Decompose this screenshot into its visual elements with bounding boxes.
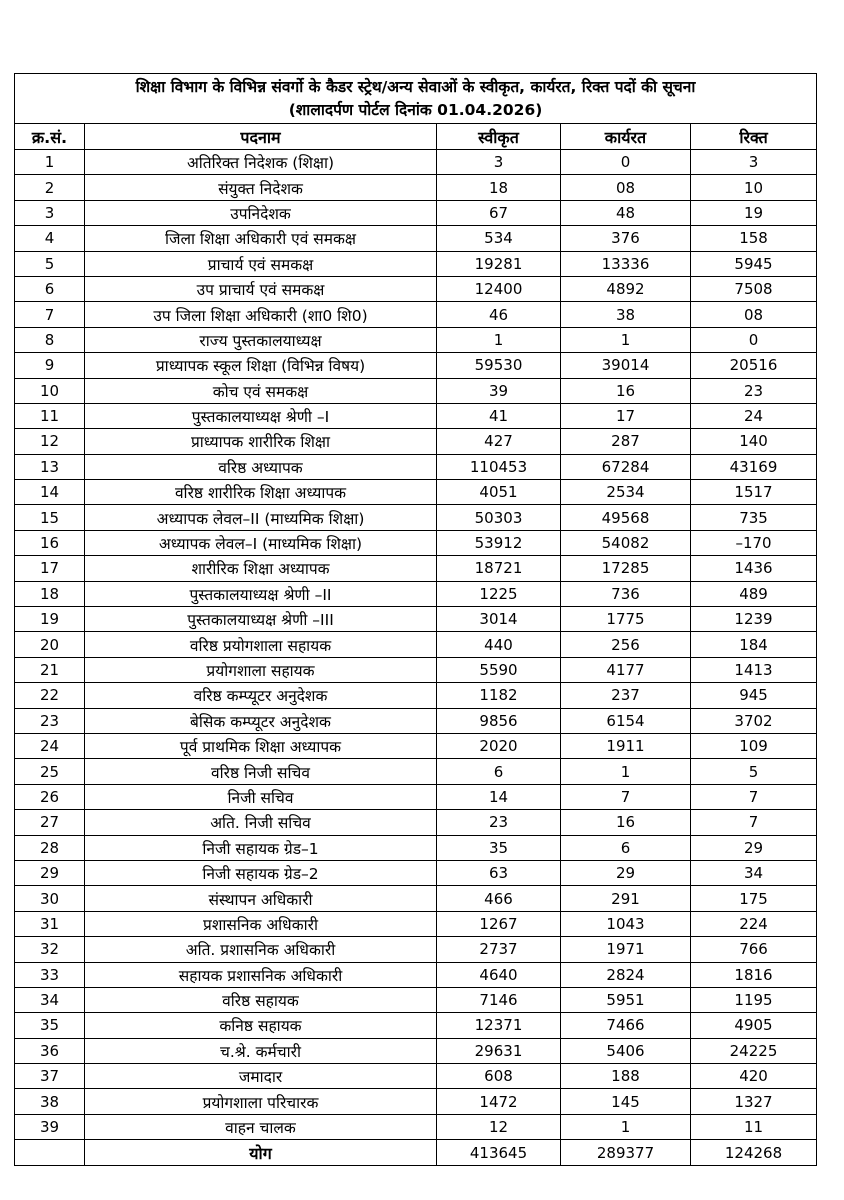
cell-sanctioned: 46 <box>437 302 561 327</box>
header-working: कार्यरत <box>561 124 691 150</box>
cell-sanctioned: 534 <box>437 226 561 251</box>
cell-post-name: वरिष्ठ प्रयोगशाला सहायक <box>85 632 437 657</box>
cell-vacant: 7 <box>691 784 817 809</box>
cell-sno: 25 <box>15 759 85 784</box>
cell-working: 376 <box>561 226 691 251</box>
table-row <box>15 302 817 327</box>
header-sno: क्र.सं. <box>15 124 85 150</box>
cell-vacant: 24 <box>691 403 817 428</box>
cell-sno: 2 <box>15 175 85 200</box>
table-row <box>15 429 817 454</box>
cell-vacant: 5945 <box>691 251 817 276</box>
cell-post-name: कनिष्ठ सहायक <box>85 1013 437 1038</box>
table-row <box>15 556 817 581</box>
table-row <box>15 937 817 962</box>
header-sanctioned: स्वीकृत <box>437 124 561 150</box>
cell-post-name: राज्य पुस्तकालयाध्यक्ष <box>85 327 437 352</box>
cell-working: 6154 <box>561 708 691 733</box>
cell-post-name: संयुक्त निदेशक <box>85 175 437 200</box>
cell-vacant: 140 <box>691 429 817 454</box>
cell-sanctioned: 39 <box>437 378 561 403</box>
table-row <box>15 1013 817 1038</box>
cell-vacant: 10 <box>691 175 817 200</box>
cell-working: 4892 <box>561 276 691 301</box>
cell-sanctioned: 1182 <box>437 683 561 708</box>
cell-working: 1971 <box>561 937 691 962</box>
cell-post-name: प्रयोगशाला परिचारक <box>85 1089 437 1114</box>
cell-vacant: 109 <box>691 733 817 758</box>
cell-working: 38 <box>561 302 691 327</box>
cell-sno: 18 <box>15 581 85 606</box>
cell-vacant: 24225 <box>691 1038 817 1063</box>
cell-vacant: –170 <box>691 530 817 555</box>
total-row <box>15 1140 817 1166</box>
cell-sno: 11 <box>15 403 85 428</box>
table-row <box>15 480 817 505</box>
cell-vacant: 08 <box>691 302 817 327</box>
cell-post-name: सहायक प्रशासनिक अधिकारी <box>85 962 437 987</box>
cell-vacant: 3 <box>691 150 817 175</box>
table-row <box>15 1114 817 1139</box>
total-vacant: 124268 <box>691 1140 817 1166</box>
cell-vacant: 735 <box>691 505 817 530</box>
cell-vacant: 7 <box>691 810 817 835</box>
cell-sanctioned: 63 <box>437 860 561 885</box>
cell-working: 08 <box>561 175 691 200</box>
table-row <box>15 683 817 708</box>
cell-post-name: जिला शिक्षा अधिकारी एवं समकक्ष <box>85 226 437 251</box>
cell-sno: 28 <box>15 835 85 860</box>
cell-sno: 15 <box>15 505 85 530</box>
cell-working: 736 <box>561 581 691 606</box>
cell-working: 1 <box>561 1114 691 1139</box>
cell-post-name: वरिष्ठ कम्प्यूटर अनुदेशक <box>85 683 437 708</box>
cell-post-name: च.श्रे. कर्मचारी <box>85 1038 437 1063</box>
cell-working: 48 <box>561 200 691 225</box>
total-sanctioned: 413645 <box>437 1140 561 1166</box>
table-row <box>15 911 817 936</box>
cell-sanctioned: 18721 <box>437 556 561 581</box>
cell-working: 39014 <box>561 353 691 378</box>
cell-sno: 37 <box>15 1064 85 1089</box>
cell-sanctioned: 4640 <box>437 962 561 987</box>
table-row <box>15 505 817 530</box>
cell-sanctioned: 2020 <box>437 733 561 758</box>
cell-post-name: संस्थापन अधिकारी <box>85 886 437 911</box>
cell-vacant: 23 <box>691 378 817 403</box>
cell-sanctioned: 19281 <box>437 251 561 276</box>
cell-post-name: अध्यापक लेवल–I (माध्यमिक शिक्षा) <box>85 530 437 555</box>
cell-post-name: अति. निजी सचिव <box>85 810 437 835</box>
cell-working: 1775 <box>561 607 691 632</box>
table-row <box>15 226 817 251</box>
table-row <box>15 657 817 682</box>
cell-sno: 13 <box>15 454 85 479</box>
cell-sanctioned: 1 <box>437 327 561 352</box>
cell-sno: 31 <box>15 911 85 936</box>
cell-sanctioned: 1267 <box>437 911 561 936</box>
cell-working: 237 <box>561 683 691 708</box>
cell-sanctioned: 23 <box>437 810 561 835</box>
cell-vacant: 20516 <box>691 353 817 378</box>
header-vacant: रिक्त <box>691 124 817 150</box>
cell-sanctioned: 18 <box>437 175 561 200</box>
cell-vacant: 420 <box>691 1064 817 1089</box>
cell-sno: 21 <box>15 657 85 682</box>
cell-sanctioned: 5590 <box>437 657 561 682</box>
cell-post-name: निजी सहायक ग्रेड–1 <box>85 835 437 860</box>
title-line-2: (शालादर्पण पोर्टल दिनांक 01.04.2026) <box>288 100 543 119</box>
cell-working: 7 <box>561 784 691 809</box>
cell-working: 16 <box>561 378 691 403</box>
cell-vacant: 4905 <box>691 1013 817 1038</box>
table-row <box>15 987 817 1012</box>
table-row <box>15 835 817 860</box>
table-row <box>15 251 817 276</box>
cell-vacant: 766 <box>691 937 817 962</box>
total-label: योग <box>85 1140 437 1166</box>
cell-sanctioned: 14 <box>437 784 561 809</box>
cell-post-name: उप जिला शिक्षा अधिकारी (शा0 शि0) <box>85 302 437 327</box>
cell-post-name: उप प्राचार्य एवं समकक्ष <box>85 276 437 301</box>
cell-sno: 32 <box>15 937 85 962</box>
cell-working: 5951 <box>561 987 691 1012</box>
column-headers <box>15 124 817 150</box>
cell-working: 13336 <box>561 251 691 276</box>
table-row <box>15 1089 817 1114</box>
title-line-1: शिक्षा विभाग के विभिन्न संवर्गो के कैडर स्ट्रेथ/अन्य सेवाओं के स्वीकृत, कार्यरत, रिक्त पदों की सूचना <box>135 77 696 96</box>
cell-vacant: 19 <box>691 200 817 225</box>
table-row <box>15 378 817 403</box>
cell-post-name: उपनिदेशक <box>85 200 437 225</box>
cell-sno: 16 <box>15 530 85 555</box>
cell-vacant: 34 <box>691 860 817 885</box>
table-row <box>15 860 817 885</box>
table-row <box>15 784 817 809</box>
table-row <box>15 733 817 758</box>
table-row <box>15 403 817 428</box>
cell-post-name: वरिष्ठ शारीरिक शिक्षा अध्यापक <box>85 480 437 505</box>
cell-working: 2534 <box>561 480 691 505</box>
cell-sno: 34 <box>15 987 85 1012</box>
table-title <box>15 74 817 124</box>
table-row <box>15 353 817 378</box>
cell-post-name: प्राचार्य एवं समकक्ष <box>85 251 437 276</box>
cell-vacant: 0 <box>691 327 817 352</box>
cell-vacant: 489 <box>691 581 817 606</box>
table-row <box>15 607 817 632</box>
cell-working: 5406 <box>561 1038 691 1063</box>
cell-working: 0 <box>561 150 691 175</box>
table-row <box>15 886 817 911</box>
cell-sno: 8 <box>15 327 85 352</box>
cell-sanctioned: 7146 <box>437 987 561 1012</box>
cell-sno: 9 <box>15 353 85 378</box>
cadre-table <box>14 73 817 1166</box>
table-row <box>15 759 817 784</box>
cell-working: 291 <box>561 886 691 911</box>
cell-sno: 10 <box>15 378 85 403</box>
cell-sanctioned: 4051 <box>437 480 561 505</box>
total-section <box>15 1140 817 1166</box>
title-cell <box>15 74 817 124</box>
cell-sno: 5 <box>15 251 85 276</box>
cell-vacant: 1436 <box>691 556 817 581</box>
cell-post-name: शारीरिक शिक्षा अध्यापक <box>85 556 437 581</box>
cell-sno: 36 <box>15 1038 85 1063</box>
table-row <box>15 175 817 200</box>
table-row <box>15 1038 817 1063</box>
total-sno-cell <box>15 1140 85 1166</box>
cell-sanctioned: 440 <box>437 632 561 657</box>
cell-sanctioned: 53912 <box>437 530 561 555</box>
cell-vacant: 1413 <box>691 657 817 682</box>
cell-working: 1911 <box>561 733 691 758</box>
table-row <box>15 581 817 606</box>
cell-vacant: 158 <box>691 226 817 251</box>
cell-post-name: वरिष्ठ सहायक <box>85 987 437 1012</box>
cell-sanctioned: 1225 <box>437 581 561 606</box>
cell-post-name: वरिष्ठ निजी सचिव <box>85 759 437 784</box>
cell-sno: 1 <box>15 150 85 175</box>
cell-sno: 38 <box>15 1089 85 1114</box>
cell-post-name: पुस्तकालयाध्यक्ष श्रेणी –II <box>85 581 437 606</box>
cell-sanctioned: 1472 <box>437 1089 561 1114</box>
cell-vacant: 945 <box>691 683 817 708</box>
cell-sno: 30 <box>15 886 85 911</box>
cell-post-name: बेसिक कम्प्यूटर अनुदेशक <box>85 708 437 733</box>
cell-vacant: 1327 <box>691 1089 817 1114</box>
cadre-strength-document <box>14 73 816 1166</box>
cell-sno: 19 <box>15 607 85 632</box>
cell-post-name: पूर्व प्राथमिक शिक्षा अध्यापक <box>85 733 437 758</box>
cell-post-name: वाहन चालक <box>85 1114 437 1139</box>
cell-post-name: वरिष्ठ अध्यापक <box>85 454 437 479</box>
cell-sanctioned: 41 <box>437 403 561 428</box>
cell-vacant: 1816 <box>691 962 817 987</box>
cell-working: 54082 <box>561 530 691 555</box>
cell-vacant: 3702 <box>691 708 817 733</box>
cell-vacant: 29 <box>691 835 817 860</box>
cell-post-name: पुस्तकालयाध्यक्ष श्रेणी –III <box>85 607 437 632</box>
cell-post-name: पुस्तकालयाध्यक्ष श्रेणी –I <box>85 403 437 428</box>
cell-working: 17285 <box>561 556 691 581</box>
cell-post-name: जमादार <box>85 1064 437 1089</box>
cell-post-name: निजी सचिव <box>85 784 437 809</box>
table-row <box>15 327 817 352</box>
cell-sanctioned: 9856 <box>437 708 561 733</box>
cell-post-name: प्राध्यापक स्कूल शिक्षा (विभिन्न विषय) <box>85 353 437 378</box>
table-row <box>15 1064 817 1089</box>
cell-sno: 26 <box>15 784 85 809</box>
cell-working: 49568 <box>561 505 691 530</box>
cell-sanctioned: 67 <box>437 200 561 225</box>
cell-sno: 7 <box>15 302 85 327</box>
cell-vacant: 5 <box>691 759 817 784</box>
cell-working: 145 <box>561 1089 691 1114</box>
cell-sno: 24 <box>15 733 85 758</box>
cell-sanctioned: 3 <box>437 150 561 175</box>
cell-working: 1 <box>561 327 691 352</box>
cell-sanctioned: 2737 <box>437 937 561 962</box>
cell-sanctioned: 427 <box>437 429 561 454</box>
cell-post-name: प्रयोगशाला सहायक <box>85 657 437 682</box>
table-row <box>15 150 817 175</box>
cell-vacant: 175 <box>691 886 817 911</box>
cell-sno: 4 <box>15 226 85 251</box>
cell-sanctioned: 29631 <box>437 1038 561 1063</box>
table-row <box>15 276 817 301</box>
cell-sanctioned: 3014 <box>437 607 561 632</box>
cell-post-name: अतिरिक्त निदेशक (शिक्षा) <box>85 150 437 175</box>
cell-working: 287 <box>561 429 691 454</box>
cell-sno: 39 <box>15 1114 85 1139</box>
cell-sanctioned: 466 <box>437 886 561 911</box>
cell-sanctioned: 12 <box>437 1114 561 1139</box>
cell-post-name: प्रशासनिक अधिकारी <box>85 911 437 936</box>
cell-working: 7466 <box>561 1013 691 1038</box>
cell-working: 29 <box>561 860 691 885</box>
cell-post-name: निजी सहायक ग्रेड–2 <box>85 860 437 885</box>
table-row <box>15 200 817 225</box>
table-row <box>15 962 817 987</box>
table-row <box>15 632 817 657</box>
cell-sno: 17 <box>15 556 85 581</box>
cell-working: 4177 <box>561 657 691 682</box>
cell-sanctioned: 12400 <box>437 276 561 301</box>
cell-vacant: 1195 <box>691 987 817 1012</box>
cell-sno: 33 <box>15 962 85 987</box>
cell-post-name: प्राध्यापक शारीरिक शिक्षा <box>85 429 437 454</box>
cell-working: 1043 <box>561 911 691 936</box>
cell-sanctioned: 6 <box>437 759 561 784</box>
cell-sanctioned: 12371 <box>437 1013 561 1038</box>
cell-sno: 22 <box>15 683 85 708</box>
cell-post-name: कोच एवं समकक्ष <box>85 378 437 403</box>
cell-working: 256 <box>561 632 691 657</box>
cell-sno: 35 <box>15 1013 85 1038</box>
cell-sanctioned: 35 <box>437 835 561 860</box>
cell-post-name: अति. प्रशासनिक अधिकारी <box>85 937 437 962</box>
cell-working: 1 <box>561 759 691 784</box>
table-body <box>15 150 817 1140</box>
table-row <box>15 530 817 555</box>
total-working: 289377 <box>561 1140 691 1166</box>
cell-working: 188 <box>561 1064 691 1089</box>
cell-working: 2824 <box>561 962 691 987</box>
cell-vacant: 184 <box>691 632 817 657</box>
cell-sanctioned: 608 <box>437 1064 561 1089</box>
cell-sno: 29 <box>15 860 85 885</box>
table-row <box>15 708 817 733</box>
cell-working: 67284 <box>561 454 691 479</box>
cell-working: 16 <box>561 810 691 835</box>
cell-vacant: 43169 <box>691 454 817 479</box>
cell-working: 17 <box>561 403 691 428</box>
cell-sanctioned: 110453 <box>437 454 561 479</box>
cell-vacant: 7508 <box>691 276 817 301</box>
cell-post-name: अध्यापक लेवल–II (माध्यमिक शिक्षा) <box>85 505 437 530</box>
table-row <box>15 454 817 479</box>
cell-sno: 20 <box>15 632 85 657</box>
cell-vacant: 11 <box>691 1114 817 1139</box>
cell-sno: 14 <box>15 480 85 505</box>
cell-sno: 27 <box>15 810 85 835</box>
cell-vacant: 224 <box>691 911 817 936</box>
table-row <box>15 810 817 835</box>
cell-vacant: 1239 <box>691 607 817 632</box>
cell-vacant: 1517 <box>691 480 817 505</box>
cell-sanctioned: 59530 <box>437 353 561 378</box>
cell-sno: 3 <box>15 200 85 225</box>
header-post-name: पदनाम <box>85 124 437 150</box>
cell-sanctioned: 50303 <box>437 505 561 530</box>
cell-working: 6 <box>561 835 691 860</box>
cell-sno: 12 <box>15 429 85 454</box>
cell-sno: 6 <box>15 276 85 301</box>
cell-sno: 23 <box>15 708 85 733</box>
